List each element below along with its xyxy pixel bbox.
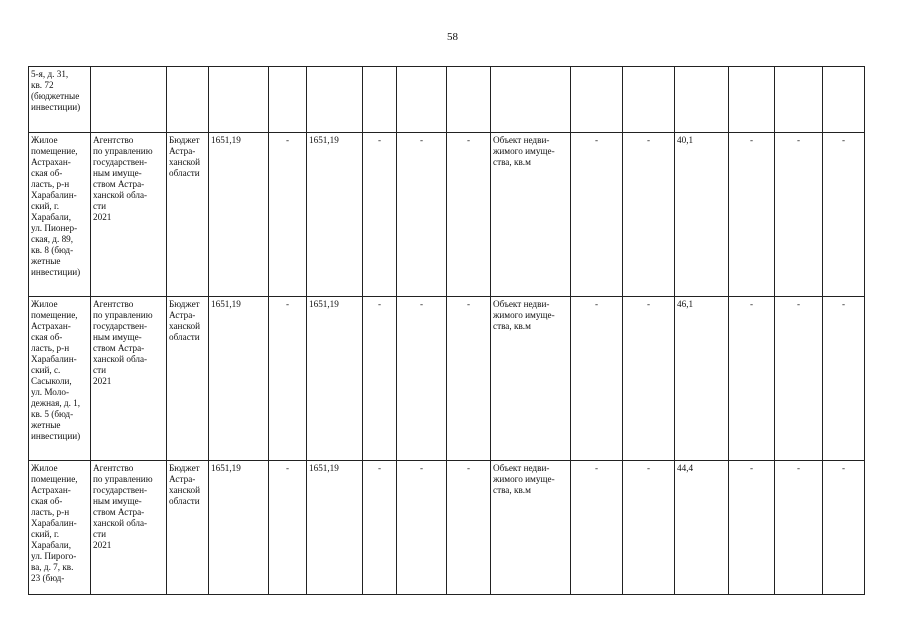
object-line: Харабалин- (31, 354, 77, 364)
object-line: (бюджетные (31, 91, 80, 101)
result-indicator-cell (491, 67, 571, 133)
object-line: инвестиции) (31, 267, 81, 277)
col7-cell: - (363, 133, 397, 297)
area-value-cell (675, 67, 729, 133)
object-line: инвестиции) (31, 431, 81, 441)
object-line: ул. Пирого- (31, 551, 77, 561)
agency-line: сти (93, 365, 107, 375)
result-indicator-line: Объект недви- (493, 135, 550, 145)
col8-cell: - (397, 297, 447, 461)
col15-cell (775, 67, 823, 133)
cost-2021-cell: 1651,19 (307, 297, 363, 461)
result-indicator-line: жимого имуще- (493, 310, 555, 320)
result-indicator-cell (491, 297, 571, 461)
object-line: Жилое (31, 299, 58, 309)
col15-cell: - (775, 461, 823, 595)
object-line: ская об- (31, 168, 63, 178)
table-row (29, 67, 865, 133)
area-value-cell: 46,1 (675, 297, 729, 461)
object-line: помещение, (31, 474, 78, 484)
col16-cell (823, 67, 865, 133)
cost-col5-cell: - (269, 461, 307, 595)
object-cell (29, 297, 91, 461)
budget-source-line: ханской (169, 321, 201, 331)
col9-cell: - (447, 461, 491, 595)
col12-cell: - (623, 297, 675, 461)
col8-cell: - (397, 133, 447, 297)
agency-line: 2021 (93, 376, 112, 386)
col8-cell (397, 67, 447, 133)
object-line: кв. 8 (бюд- (31, 245, 74, 255)
object-line: ский, г. (31, 529, 59, 539)
object-line: Харабали, (31, 212, 72, 222)
object-line: 5-я, д. 31, (31, 69, 69, 79)
object-line: 23 (бюд- (31, 573, 65, 583)
cost-total-cell: 1651,19 (209, 133, 269, 297)
col11-cell: - (571, 133, 623, 297)
object-line: Астрахан- (31, 321, 71, 331)
object-line: кв. 5 (бюд- (31, 409, 74, 419)
budget-source-line: области (169, 332, 200, 342)
object-line: ласть, р-н (31, 179, 70, 189)
col7-cell: - (363, 297, 397, 461)
result-indicator-line: Объект недви- (493, 463, 550, 473)
col15-cell: - (775, 297, 823, 461)
agency-line: по управлению (93, 474, 153, 484)
col14-cell (729, 67, 775, 133)
budget-source-cell (167, 297, 209, 461)
object-line: Харабали, (31, 540, 72, 550)
object-line: Жилое (31, 463, 58, 473)
agency-line: ханской обла- (93, 518, 148, 528)
agency-line: ным имуще- (93, 332, 142, 342)
result-indicator-cell (491, 461, 571, 595)
object-line: ласть, р-н (31, 343, 70, 353)
agency-line: по управлению (93, 310, 153, 320)
col16-cell: - (823, 297, 865, 461)
col7-cell: - (363, 461, 397, 595)
object-line: жетные (31, 420, 61, 430)
budget-source-line: Бюджет (169, 299, 200, 309)
agency-line: ханской обла- (93, 190, 148, 200)
cost-col5-cell: - (269, 297, 307, 461)
agency-line: государствен- (93, 485, 148, 495)
object-line: Астрахан- (31, 485, 71, 495)
area-value-cell: 44,4 (675, 461, 729, 595)
budget-source-line: Астра- (169, 146, 196, 156)
col9-cell: - (447, 297, 491, 461)
agency-line: ханской обла- (93, 354, 148, 364)
col7-cell (363, 67, 397, 133)
object-line: Астрахан- (31, 157, 71, 167)
object-cell (29, 461, 91, 595)
agency-cell (91, 67, 167, 133)
table-row (29, 133, 865, 297)
col16-cell: - (823, 461, 865, 595)
agency-line: Агентство (93, 299, 134, 309)
result-indicator-line: ства, кв.м (493, 321, 531, 331)
col12-cell: - (623, 461, 675, 595)
table-row (29, 461, 865, 595)
object-line: дежная, д. 1, (31, 398, 81, 408)
table-row (29, 297, 865, 461)
budget-investment-table (28, 66, 865, 595)
object-line: Харабалин- (31, 518, 77, 528)
col11-cell: - (571, 297, 623, 461)
object-line: ская об- (31, 496, 63, 506)
col14-cell: - (729, 461, 775, 595)
object-line: помещение, (31, 146, 78, 156)
cost-2021-cell: 1651,19 (307, 133, 363, 297)
agency-line: государствен- (93, 321, 148, 331)
col9-cell: - (447, 133, 491, 297)
object-line: Сасыколи, (31, 376, 72, 386)
object-line: ул. Пионер- (31, 223, 78, 233)
budget-source-line: Бюджет (169, 135, 200, 145)
budget-source-line: области (169, 168, 200, 178)
col11-cell (571, 67, 623, 133)
result-indicator-line: жимого имуще- (493, 146, 555, 156)
budget-source-line: ханской (169, 157, 201, 167)
col16-cell: - (823, 133, 865, 297)
cost-col5-cell (269, 67, 307, 133)
agency-line: сти (93, 201, 107, 211)
object-line: ская, д. 89, (31, 234, 74, 244)
col14-cell: - (729, 133, 775, 297)
object-line: ва, д. 7, кв. (31, 562, 74, 572)
budget-source-line: области (169, 496, 200, 506)
col12-cell: - (623, 133, 675, 297)
agency-cell (91, 133, 167, 297)
object-cell (29, 133, 91, 297)
result-indicator-cell (491, 133, 571, 297)
page-number: 58 (447, 31, 458, 43)
result-indicator-line: Объект недви- (493, 299, 550, 309)
agency-line: Агентство (93, 463, 134, 473)
object-line: ская об- (31, 332, 63, 342)
budget-source-cell (167, 67, 209, 133)
col14-cell: - (729, 297, 775, 461)
area-value-cell: 40,1 (675, 133, 729, 297)
result-indicator-line: ства, кв.м (493, 157, 531, 167)
cost-total-cell: 1651,19 (209, 297, 269, 461)
cost-total-cell: 1651,19 (209, 461, 269, 595)
object-line: ский, г. (31, 201, 59, 211)
cost-total-cell (209, 67, 269, 133)
object-line: инвестиции) (31, 102, 81, 112)
cost-2021-cell (307, 67, 363, 133)
budget-source-line: Астра- (169, 474, 196, 484)
object-line: кв. 72 (31, 80, 54, 90)
object-line: Харабалин- (31, 190, 77, 200)
agency-line: ством Астра- (93, 179, 145, 189)
object-line: ул. Моло- (31, 387, 70, 397)
col8-cell: - (397, 461, 447, 595)
object-line: ласть, р-н (31, 507, 70, 517)
agency-line: по управлению (93, 146, 153, 156)
budget-source-cell (167, 133, 209, 297)
cost-col5-cell: - (269, 133, 307, 297)
budget-source-line: ханской (169, 485, 201, 495)
agency-cell (91, 461, 167, 595)
result-indicator-line: жимого имуще- (493, 474, 555, 484)
object-cell (29, 67, 91, 133)
cost-2021-cell: 1651,19 (307, 461, 363, 595)
object-line: жетные (31, 256, 61, 266)
col11-cell: - (571, 461, 623, 595)
col12-cell (623, 67, 675, 133)
agency-line: ным имуще- (93, 496, 142, 506)
col9-cell (447, 67, 491, 133)
agency-line: государствен- (93, 157, 148, 167)
agency-line: 2021 (93, 540, 112, 550)
budget-source-cell (167, 461, 209, 595)
budget-source-line: Бюджет (169, 463, 200, 473)
agency-line: ным имуще- (93, 168, 142, 178)
agency-line: сти (93, 529, 107, 539)
agency-line: Агентство (93, 135, 134, 145)
object-line: помещение, (31, 310, 78, 320)
budget-source-line: Астра- (169, 310, 196, 320)
agency-line: 2021 (93, 212, 112, 222)
result-indicator-line: ства, кв.м (493, 485, 531, 495)
agency-line: ством Астра- (93, 507, 145, 517)
col15-cell: - (775, 133, 823, 297)
object-line: ский, с. (31, 365, 61, 375)
agency-line: ством Астра- (93, 343, 145, 353)
agency-cell (91, 297, 167, 461)
object-line: Жилое (31, 135, 58, 145)
